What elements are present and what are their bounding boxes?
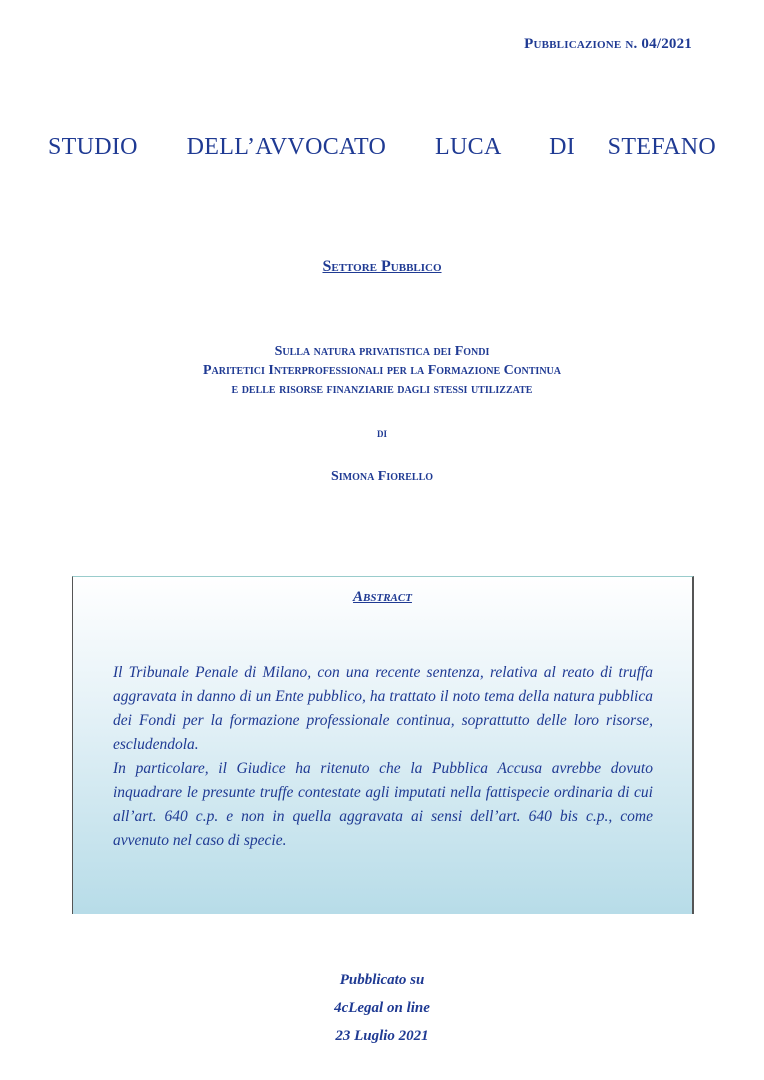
published-on-label: Pubblicato su	[339, 972, 425, 988]
publication-info	[0, 966, 764, 1050]
publication-number: Pubblicazione n. 04/2021	[524, 36, 692, 52]
title-line-2: Paritetici Interprofessionali per la Formazione Continua	[203, 363, 561, 378]
studio-title: STUDIO DELL’AVVOCATO LUCA DI STEFANO	[47, 134, 717, 160]
title-line-1: Sulla natura privatistica dei Fondi	[274, 344, 490, 359]
publication-outlet: 4cLegal on line	[334, 1000, 430, 1016]
byline-di: di	[376, 425, 387, 440]
document-title	[0, 342, 764, 399]
abstract-paragraph-1: Il Tribunale Penale di Milano, con una recente sentenza, relativa al reato di truffa aggravata in danno di un Ente pubblico, ha trattato il noto tema della natura pubblica dei Fondi per la formazione professionale continua, soprattutto delle loro risorse, escludendola.	[113, 664, 653, 753]
abstract-paragraph-2: In particolare, il Giudice ha ritenuto che la Pubblica Accusa avrebbe dovuto inquadrare le presunte truffe contestate agli imputati nella fattispecie ordinaria di cui all’art. 640 c.p. e non in quella aggravata ai sensi dell’art. 640 bis c.p., come avvenuto nel caso di specie.	[113, 760, 653, 849]
title-line-3: e delle risorse finanziarie dagli stessi utilizzate	[231, 382, 533, 397]
sector-label: Settore Pubblico	[322, 258, 442, 275]
abstract-heading: Abstract	[353, 589, 412, 605]
publication-date: 23 Luglio 2021	[335, 1028, 429, 1044]
abstract-body	[113, 661, 653, 853]
abstract-box	[72, 576, 694, 914]
author-name: Simona Fiorello	[330, 469, 434, 484]
